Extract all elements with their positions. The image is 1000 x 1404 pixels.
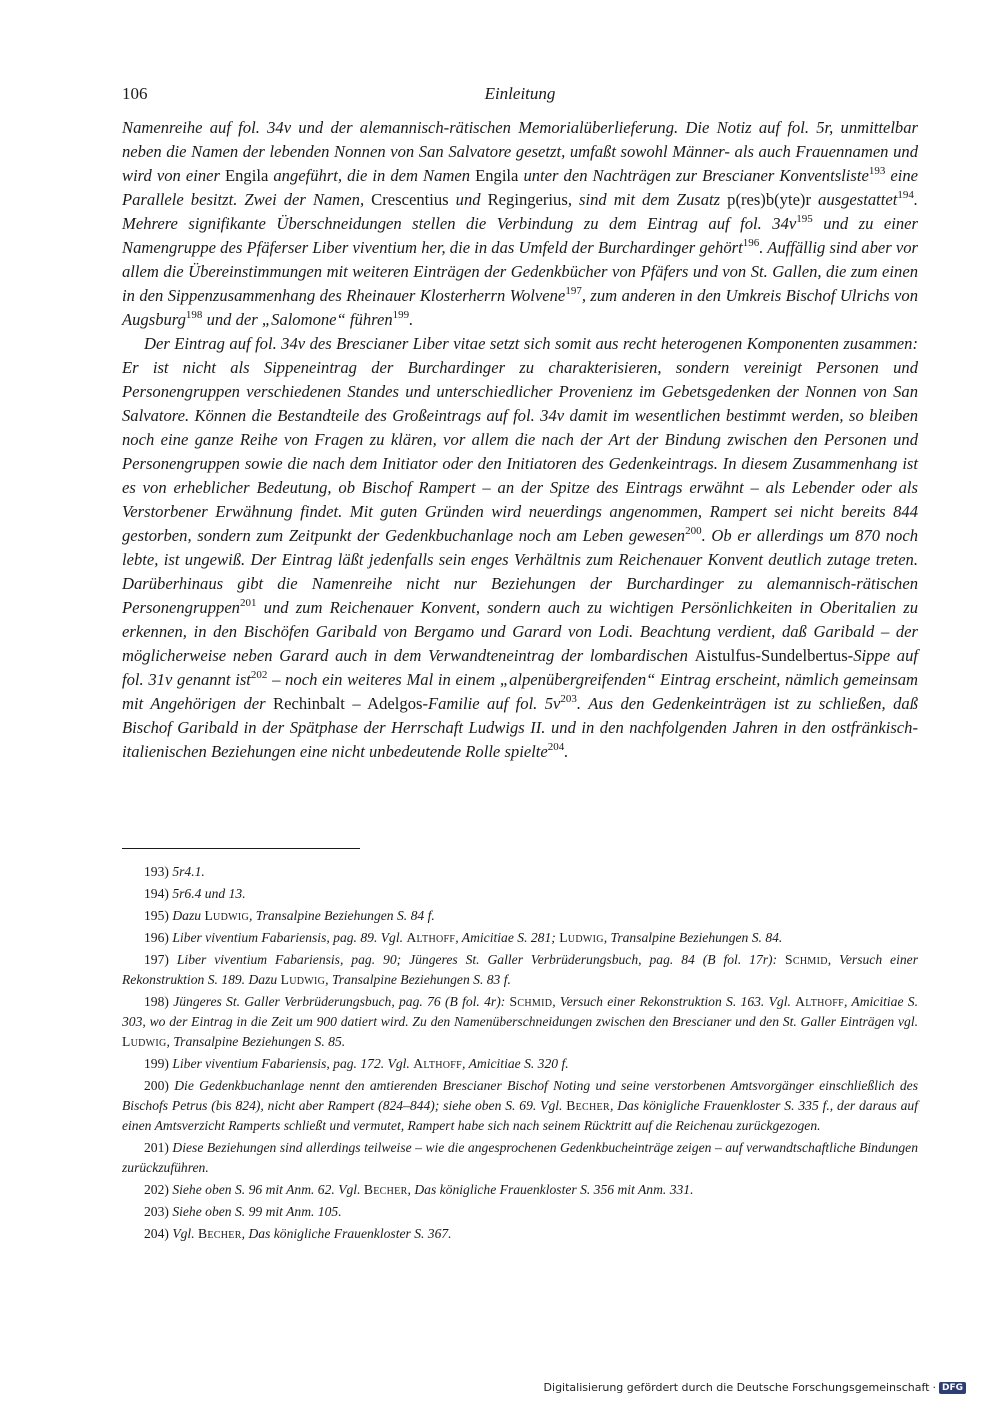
source-name: p(res)b(yte)r: [727, 190, 811, 209]
footnote: 201) Diese Beziehungen sind allerdings teilweise – wie die angesprochenen Gedenkbucheinträge zeigen – auf verwandtschaftliche Bindungen zurückzuführen.: [122, 1140, 918, 1175]
credit-separator: ·: [932, 1381, 936, 1394]
footnote-ref: 201: [239, 597, 257, 609]
page-number: 106: [122, 84, 148, 103]
footnote-ref: 195: [796, 213, 813, 225]
author-name: Althoff: [413, 1056, 463, 1071]
author-name: Becher: [566, 1098, 610, 1113]
credit-text: Digitalisierung gefördert durch die Deutsche Forschungsgemeinschaft: [543, 1381, 930, 1394]
source-name: Regingerius: [487, 190, 568, 209]
footnote: 194) 5r6.4 und 13.: [144, 886, 246, 901]
footnote-separator: [122, 848, 360, 849]
author-name: Ludwig: [204, 908, 249, 923]
source-name: Crescentius: [371, 190, 449, 209]
footnote-ref: 203: [560, 693, 577, 705]
footnote-ref: 198: [185, 309, 203, 321]
footnote-ref: 202: [250, 669, 268, 681]
footnote-number: 193): [144, 864, 173, 879]
author-name: Althoff: [795, 994, 844, 1009]
source-name: Aistulfus-Sundelbertus: [694, 646, 848, 665]
footnote: 193) 5r4.1.: [144, 864, 205, 879]
footnote: 196) Liber viventium Fabariensis, pag. 89. Vgl. Althoff, Amicitiae S. 281; Ludwig, Transalpine Beziehungen S. 84.: [144, 930, 783, 945]
footnote-ref: 197: [565, 285, 582, 297]
footnote-ref: 204: [547, 741, 565, 753]
dfg-logo-icon: DFG: [939, 1382, 966, 1394]
footnote-number: 194): [144, 886, 173, 901]
footnote-number: 201): [144, 1140, 173, 1155]
footnote: 195) Dazu Ludwig, Transalpine Beziehungen S. 84 f.: [144, 908, 435, 923]
footnote-ref: 194: [897, 189, 914, 201]
author-name: Becher: [363, 1182, 408, 1197]
footnote-ref: 199: [392, 309, 410, 321]
author-name: Schmid: [785, 952, 828, 967]
source-name: Engila: [225, 166, 269, 185]
author-name: Becher: [198, 1226, 242, 1241]
footnote-ref: 193: [868, 165, 886, 177]
author-name: Ludwig: [122, 1034, 167, 1049]
main-text: [122, 116, 918, 764]
footnote: 197) Liber viventium Fabariensis, pag. 90; Jüngeres St. Galler Verbrüderungsbuch, pag. 84 (B fol. 17r): Schmid, Versuch einer Rekonstruktion S. 189. Dazu Ludwig, Transalpine Beziehungen S. 83 f.: [122, 952, 918, 987]
footnote-number: 198): [144, 994, 174, 1009]
footnote-number: 195): [144, 908, 173, 923]
paragraph: Namenreihe auf fol. 34v und der alemannisch-rätischen Memorialüberlieferung. Die Notiz auf fol. 5r, unmittelbar neben die Namen der lebenden Nonnen von San Salvatore gesetzt, umfaßt sowohl Männer- als auch Frauennamen und wird von einer Engila angeführt, die in dem Namen Engila unter den Nachträgen zur Brescianer Konventsliste$^{193}$ eine Parallele besitzt. Zwei der Namen, Crescentius und Regingerius, sind mit dem Zusatz p(res)b(yte)r ausgestattet$^{194}$. Mehrere signifikante Überschneidungen stellen die Verbindung zu dem Eintrag auf fol. $34v^{195}$ und zu einer Namengruppe des Pfäferser Liber viventium her, die in das Umfeld der Burchardinger gehört$^{196}$. Auffällig sind aber vor allem die Übereinstimmungen mit weiteren Einträgen der Gedenkbücher von Pfäfers und von St. Gallen, die zum einen in den Sippenzusammenhang des Rheinauer Klosterherrn Wolvene$^{197}$, zum anderen in den Umkreis Bischof Ulrichs von Augsburg$^{198}$ und der „Salomone“ führen$^{199}$.: [122, 118, 919, 329]
source-name: Engila: [475, 166, 519, 185]
author-name: Althoff: [406, 930, 456, 945]
page-header: [122, 84, 918, 110]
footnote-number: 204): [144, 1226, 173, 1241]
footnote-ref: 200: [685, 525, 702, 537]
footnote: 203) Siehe oben S. 99 mit Anm. 105.: [144, 1204, 342, 1219]
footnote-number: 203): [144, 1204, 173, 1219]
footnote: 198) Jüngeres St. Galler Verbrüderungsbuch, pag. 76 (B fol. 4r): Schmid, Versuch einer Rekonstruktion S. 163. Vgl. Althoff, Amicitiae S. 303, wo der Eintrag in die Zeit um 900 datiert wird. Zu den Namenüberschneidungen zwischen den Brescianer und den St. Galler Einträgen vgl. Ludwig, Transalpine Beziehungen S. 85.: [122, 994, 918, 1049]
footnote: 200) Die Gedenkbuchanlage nennt den amtierenden Brescianer Bischof Noting und seine verstorbenen Amtsvorgänger einschließlich des Bischofs Petrus (bis 824), nicht aber Rampert (824–844); siehe oben S. 69. Vgl. Becher, Das königliche Frauenkloster S. 335 f., der daraus auf einen Amtsverzicht Ramperts schließt und vermutet, Rampert habe sich nach seinem Rücktritt auf die Reichenau zurückgezogen.: [122, 1078, 918, 1133]
footnote: 199) Liber viventium Fabariensis, pag. 172. Vgl. Althoff, Amicitiae S. 320 f.: [144, 1056, 569, 1071]
footnote: 202) Siehe oben S. 96 mit Anm. 62. Vgl. Becher, Das königliche Frauenkloster S. 356 mit Anm. 331.: [144, 1182, 694, 1197]
paragraph: Der Eintrag auf fol. 34v des Brescianer Liber vitae setzt sich somit aus recht heterogenen Komponenten zusammen: Er ist nicht als Sippeneintrag der Burchardinger zu charakterisieren, sondern vereinigt Personen und Personengruppen verschiedenen Standes und unterschiedlicher Provenienz im Gebetsgedenken der Nonnen von San Salvatore. Können die Bestandteile des Großeintrags auf fol. 34v damit im wesentlichen bestimmt werden, so bleiben noch eine ganze Reihe von Fragen zu klären, vor allem die nach der Art der Bindung zwischen den Personen und Personengruppen sowie die nach dem Initiator oder den Initiatoren des Gedenkeintrags. In diesem Zusammenhang ist es von erheblicher Bedeutung, ob Bischof Rampert – an der Spitze des Eintrags erwähnt – als Lebender oder als Verstorbener Erwähnung findet. Mit guten Gründen wird neuerdings angenommen, Rampert sei nicht bereits 844 gestorben, sondern zum Zeitpunkt der Gedenkbuchanlage noch am Leben gewesen$^{200}$. Ob er allerdings um 870 noch lebte, ist ungewiß. Der Eintrag läßt jedenfalls sein enges Verhältnis zum Reichenauer Konvent deutlich zutage treten. Darüberhinaus gibt die Namenreihe nicht nur Beziehungen der Burchardinger zu alemannisch-rätischen Personengruppen$^{201}$ und zum Reichenauer Konvent, sondern auch zu wichtigen Persönlichkeiten in Oberitalien zu erkennen, in den Bischöfen Garibald von Bergamo und Garard von Lodi. Beachtung verdient, daß Garibald – der möglicherweise neben Garard auch in dem Verwandteneintrag der lombardischen Aistulfus-Sundelbertus-Sippe auf fol. 31v genannt ist$^{202}$ – noch ein weiteres Mal in einem „alpenübergreifenden“ Eintrag erscheint, nämlich gemeinsam mit Angehörigen der Rechinbalt – Adelgos-Familie auf fol. $5v^{203}$. Aus den Gedenkeinträgen ist zu schließen, daß Bischof Garibald in der Spätphase der Herrschaft Ludwigs II. und in den nachfolgenden Jahren in den ostfränkisch-italienischen Beziehungen eine nicht unbedeutende Rolle spielte$^{204}$.: [122, 334, 919, 761]
footnotes: [122, 862, 918, 1246]
source-name: Rechinbalt – Adelgos: [273, 694, 423, 713]
author-name: Ludwig: [559, 930, 604, 945]
running-head: Einleitung: [484, 84, 556, 103]
author-name: Schmid: [509, 994, 553, 1009]
digitization-credit: [544, 1381, 966, 1394]
footnote-number: 197): [144, 952, 177, 967]
footnote-number: 200): [144, 1078, 175, 1093]
footnote: 204) Vgl. Becher, Das königliche Frauenkloster S. 367.: [144, 1226, 452, 1241]
footnote-number: 196): [144, 930, 173, 945]
footnote-number: 202): [144, 1182, 173, 1197]
footnote-ref: 196: [742, 237, 760, 249]
author-name: Ludwig: [280, 972, 326, 987]
footnote-number: 199): [144, 1056, 173, 1071]
